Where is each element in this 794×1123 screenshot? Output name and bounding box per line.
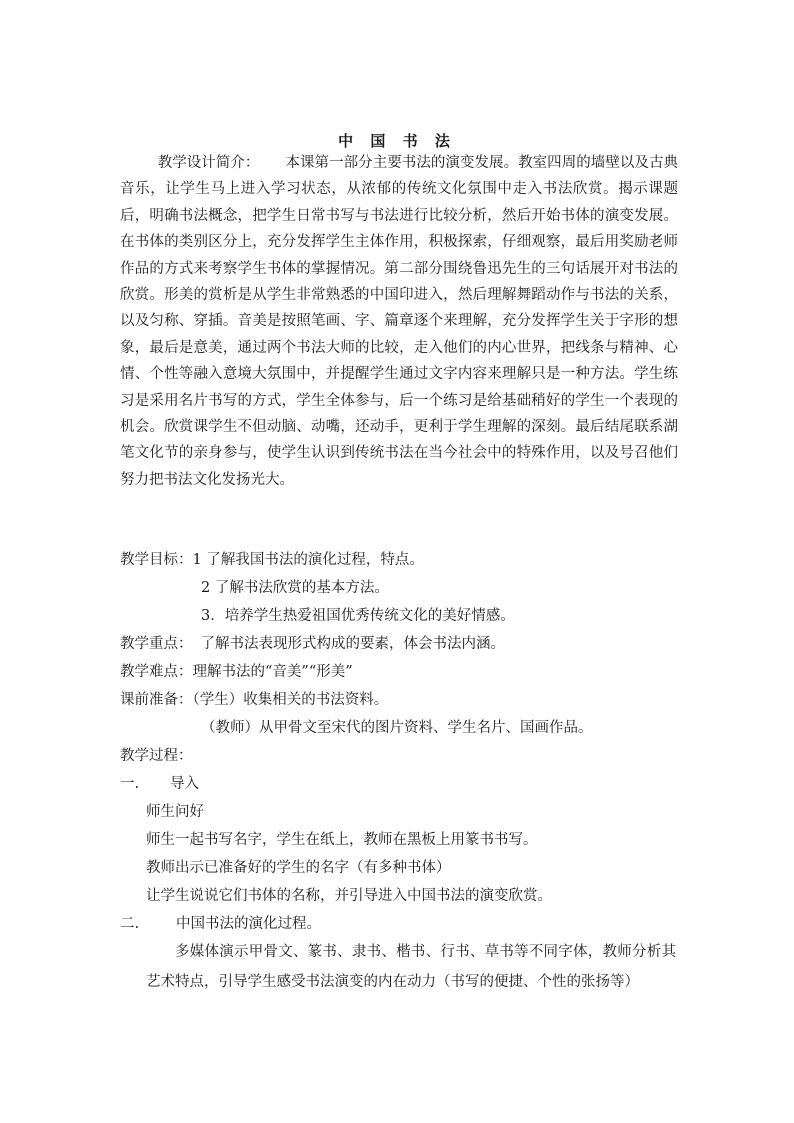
section-2-title: 中国书法的演化过程。 [176,916,321,932]
section-1-number: 一. [120,776,140,792]
objective-item-1: 1 了解我国书法的演化过程，特点。 [192,552,424,568]
section-1-line-4: 让学生说说它们书体的名称，并引导进入中国书法的演变欣赏。 [146,888,552,904]
section-2-number: 二. [120,916,140,932]
difficulties-text: 理解书法的“音美”“形美” [192,664,353,680]
section-1-line-1: 师生问好 [146,804,204,820]
section-1-title: 导入 [170,776,199,792]
section-2-paragraph: 多媒体演示甲骨文、篆书、隶书、楷书、行书、草书等不同字体，教师分析其艺术特点，引导学生感受书法演变的内在动力（书写的便捷、个性的张扬等） [146,944,676,990]
section-1-line-3: 教师出示已准备好的学生的名字（有多种书体） [146,860,451,876]
document-title: 中 国 书 法 [338,132,456,150]
objective-item-3: 3．培养学生热爱祖国优秀传统文化的美好情感。 [201,608,515,624]
preparation-label: 课前准备： [120,692,193,708]
objectives-line-1 [120,547,424,573]
key-points-text: 了解书法表现形式构成的要素，体会书法内涵。 [200,636,505,652]
preparation-line [120,687,388,713]
section-1-line-2: 师生一起书写名字，学生在纸上，教师在黑板上用篆书书写。 [146,832,538,848]
preparation-student: （学生）收集相关的书法资料。 [192,692,389,708]
key-points-label: 教学重点： [120,636,193,652]
preparation-teacher: （教师）从甲骨文至宋代的图片资料、学生名片、国画作品。 [201,720,593,736]
key-points-line [120,631,505,657]
objective-item-2: 2 了解书法欣赏的基本方法。 [201,580,389,596]
objectives-label: 教学目标： [120,552,193,568]
difficulties-label: 教学难点： [120,664,193,680]
intro-text: 本课第一部分主要书法的演变发展。教室四周的墙壁以及古典音乐，让学生马上进入学习状态，从浓郁的传统文化氛围中走入书法欣赏。揭示课题后，明确书法概念，把学生日常书写与书法进行比较分析，然后开始书体的演变发展。在书体的类别区分上，充分发挥学生主体作用，积极探索，仔细观察，最后用奖励老师作品的方式来考察学生书体的掌握情况。第二部分围绕鲁迅先生的三句话展开对书法的欣赏。形美的赏析是从学生非常熟悉的中国印进入，然后理解舞蹈动作与书法的关系，以及匀称、穿插。音美是按照笔画、字、篇章逐个来理解，充分发挥学生关于字形的想象，最后是意美，通过两个书法大师的比较，走入他们的内心世界，把线条与精神、心情、个性等融入意境大氛围中，并提醒学生通过文字内容来理解只是一种方法。学生练习是采用名片书写的方式，学生全体参与，后一个练习是给基础稍好的学生一个表现的机会。欣赏课学生不但动脑、动嘴，还动手，更利于学生理解的深刻。最后结尾联系湖笔文化节的亲身参与，使学生认识到传统书法在当今社会中的特殊作用，以及号召他们努力把书法文化发扬光大。 [120,155,679,488]
section-2-heading [120,911,321,937]
intro-label: 教学设计简介： [157,155,260,171]
section-1-heading [120,771,199,797]
difficulties-line [120,659,353,685]
process-label: 教学过程： [120,748,193,764]
intro-paragraph [120,150,678,493]
